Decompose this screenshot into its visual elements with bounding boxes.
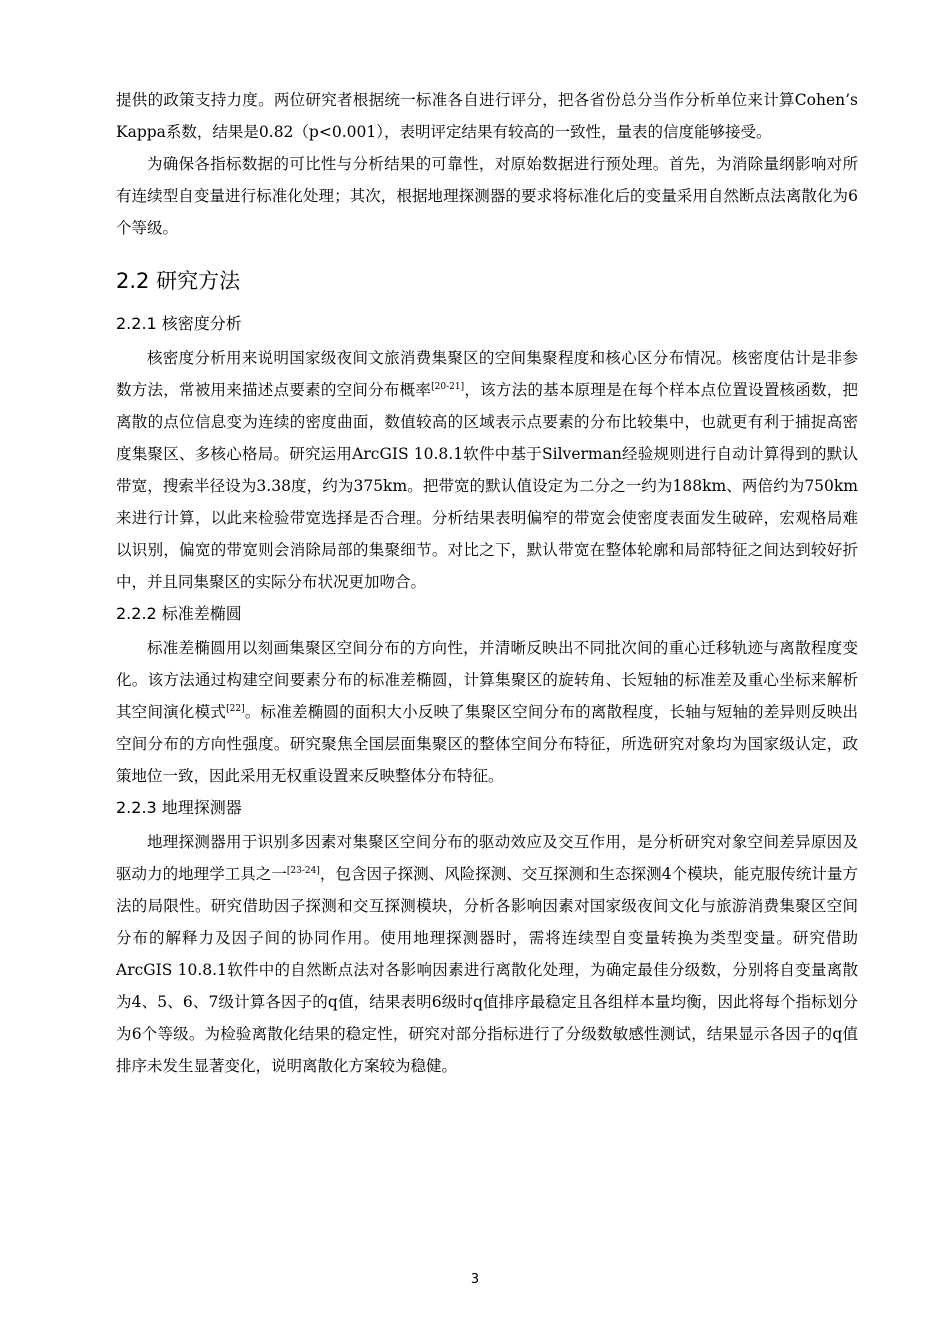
paragraph-geodetector [116, 826, 858, 1082]
kernel-density-text-part2: ，该方法的基本原理是在每个样本点位置设置核函数，把离散的点位信息变为连续的密度曲面，数值较高的区域表示点要素的分布比较集中，也就更有利于捕捉高密度集聚区、多核心格局。研究运用ArcGIS 10.8.1软件中基于Silverman经验规则进行自动计算得到的默认带宽，搜索半径设为3.38度，约为375km。把带宽的默认值设定为二分之一约为188km、两倍约为750km来进行计算，以此来检验带宽选择是否合理。分析结果表明偏窄的带宽会使密度表面发生破碎，宏观格局难以识别，偏宽的带宽则会消除局部的集聚细节。对比之下，默认带宽在整体轮廓和局部特征之间达到较好折中，并且同集聚区的实际分布状况更加吻合。 [116, 381, 858, 591]
paragraph-standard-deviation-ellipse [116, 632, 858, 792]
page-number: 3 [470, 1272, 480, 1287]
paragraph-kernel-density [116, 342, 858, 598]
citation-ref-20-21: [20-21] [431, 381, 465, 392]
paragraph-intro [116, 84, 858, 148]
subsection-heading-2-2-3: 2.2.3 地理探测器 [116, 798, 242, 817]
section-heading-2-2: 2.2 研究方法 [116, 269, 241, 293]
citation-ref-22: [22] [226, 703, 245, 714]
ellipse-text-part2: 。标准差椭圆的面积大小反映了集聚区空间分布的离散程度，长轴与短轴的差异则反映出空间分布的方向性强度。研究聚焦全国层面集聚区的整体空间分布特征，所选研究对象均为国家级认定，政策地位一致，因此采用无权重设置来反映整体分布特征。 [116, 703, 858, 785]
subsection-heading-2-2-1: 2.2.1 核密度分析 [116, 314, 242, 333]
geodetector-text-part2: ，包含因子探测、风险探测、交互探测和生态探测4个模块，能克服传统计量方法的局限性。研究借助因子探测和交互探测模块，分析各影响因素对国家级夜间文化与旅游消费集聚区空间分布的解释力及因子间的协同作用。使用地理探测器时，需将连续型自变量转换为类型变量。研究借助ArcGIS 10.8.1软件中的自然断点法对各影响因素进行离散化处理，为确定最佳分级数，分别将自变量离散为4、5、6、7级计算各因子的q值，结果表明6级时q值排序最稳定且各组样本量均衡，因此将每个指标划分为6个等级。为检验离散化结果的稳定性，研究对部分指标进行了分级数敏感性测试，结果显示各因子的q值排序未发生显著变化，说明离散化方案较为稳健。 [116, 865, 858, 1075]
citation-ref-23-24: [23-24] [286, 865, 320, 876]
kernel-density-text-part1: 核密度分析用来说明国家级夜间文旅消费集聚区的空间集聚程度和核心区分布情况。核密度估计是非参数方法，常被用来描述点要素的空间分布概率 [116, 349, 858, 399]
paragraph-intro-text: 提供的政策支持力度。两位研究者根据统一标准各自进行评分，把各省份总分当作分析单位来计算Cohen’s Kappa系数，结果是0.82（p<0.001），表明评定结果有较高的一致性，量表的信度能够接受。 [116, 91, 858, 141]
paragraph-preprocessing-text: 为确保各指标数据的可比性与分析结果的可靠性，对原始数据进行预处理。首先，为消除量纲影响对所有连续型自变量进行标准化处理；其次，根据地理探测器的要求将标准化后的变量采用自然断点法离散化为6个等级。 [116, 155, 858, 237]
ellipse-text-part1: 标准差椭圆用以刻画集聚区空间分布的方向性，并清晰反映出不同批次间的重心迁移轨迹与离散程度变化。该方法通过构建空间要素分布的标准差椭圆，计算集聚区的旋转角、长短轴的标准差及重心坐标来解析其空间演化模式 [116, 639, 858, 721]
paragraph-preprocessing [116, 148, 858, 244]
geodetector-text-part1: 地理探测器用于识别多因素对集聚区空间分布的驱动效应及交互作用，是分析研究对象空间差异原因及驱动力的地理学工具之一 [116, 833, 858, 883]
subsection-heading-2-2-2: 2.2.2 标准差椭圆 [116, 604, 242, 623]
